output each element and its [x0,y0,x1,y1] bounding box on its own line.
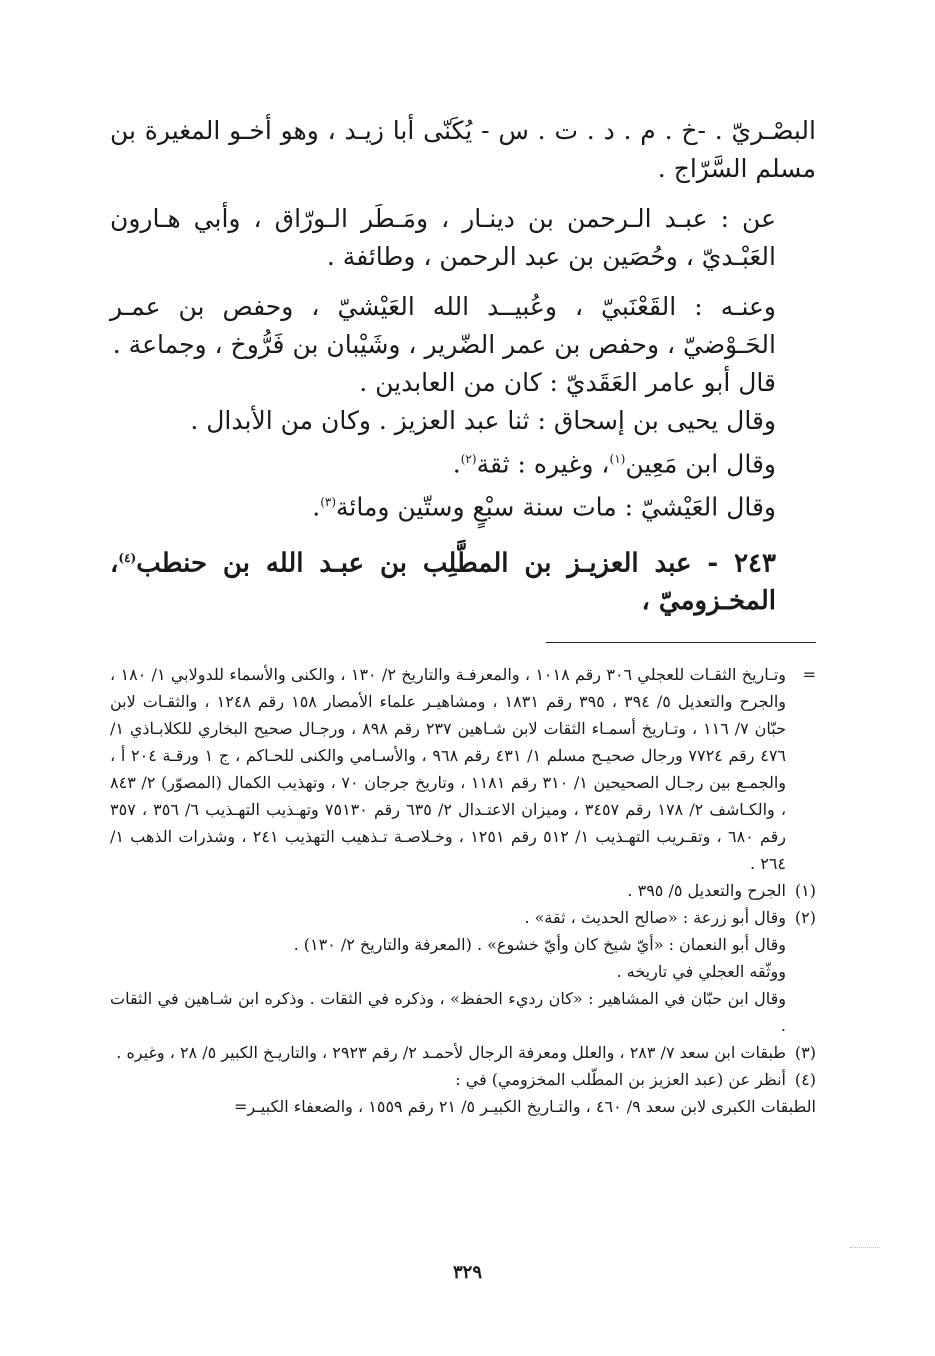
footnote-text: وقال أبو زرعة : «صالح الحديث ، ثقة» . [524,908,786,928]
entry-heading-243: ٢٤٣ - عبد العزيـز بن المطَّلِب بن عبـد الله بن حنطب$^{(٤)}$، المخـزوميّ ، [110,548,776,617]
footnote-number: (٤) [794,1070,816,1090]
footnotes [110,661,816,1120]
footnote-2 [110,904,816,931]
footnote-2-line-1: وقال أبو النعمان : «أيّ شيخ كان وأيّ خشوع» . (المعرفة والتاريخ ٢/ ١٣٠) . [293,935,786,955]
page-body [110,112,816,1120]
footnote-text: الجرح والتعديل ٥/ ٣٩٥ . [627,881,786,901]
footnote-continuation-text: وتـاريخ الثقـات للعجلي ٣٠٦ رقم ١٠١٨ ، والمعرفـة والتاريخ ٢/ ١٣٠ ، والكنى والأسماء للدولابي ١/ ١٨٠ ، والجرح والتعديل ٥/ ٣٩٤ ، ٣٩٥ رقم ١٨٣١ ، ومشاهيـر علماء الأمصار ١٥٨ رقم ١٢٤٨ ، والثقـات لابن حبّان ٧/ ١١٦ ، وتـاريخ أسمـاء الثقات لابن شـاهين ٢٣٧ رقم ٨٩٨ ، ورجـال صحيح البخاري للكلابـاذي ١/ ٤٧٦ رقم ٧٧٢٤ ورجال صحيـح مسلم ١/ ٤٣١ رقم ٩٦٨ ، والأسـامي والكنى للحـاكم ، ج ١ ورقـة ٢٠٤ أ ، والجمـع بين رجـال الصحيحين ١/ ٣١٠ رقم ١١٨١ ، وتاريخ جرجان ٧٠ ، وتهذيب الكمال (المصوّر) ٢/ ٨٤٣ ، والكـاشف ٢/ ١٧٨ رقم ٣٤٥٧ ، وميزان الاعتـدال ٢/ ٦٣٥ رقم ٧٥١٣٠ وتهـذيب التهـذيب ٦/ ٣٥٦ ، ٣٥٧ رقم ٦٨٠ ، وتقـريب التهـذيب ١/ ٥١٢ رقم ١٢٥١ ، وخـلاصـة تـذهيب التهذيب ٢٤١ ، وشذرات الذهب ١/ ٢٦٤ . [110,665,787,874]
paragraph-narrated-from: عن : عبـد الـرحمن بن دينـار ، ومَـطَر الـورّاق ، وأبي هـارون العَبْـديّ ، وحُصَين بن عبد الرحمن ، وطائفة . [110,204,776,271]
quote-al-ayshi: وقال العَيْشيّ : مات سنة سبْعٍ وستّين ومائة$^{(٣)}$. [312,492,776,522]
continuation-mark: = [802,665,816,685]
footnote-3 [110,1039,816,1066]
quote-abu-amir: قال أبو عامر العَقَديّ : كان من العابدين . [359,368,776,397]
footnote-continuation [110,661,816,877]
footnote-number: (٣) [794,1043,816,1063]
footnote-ref-1: (١) [609,452,626,466]
footnote-number: (١) [794,881,816,901]
footnote-ref-2: (٢) [460,452,477,466]
quote-ibn-main: وقال ابن مَعِين$^{(١)}$، وغيره : ثقة$^{(٢)}$. [452,449,776,479]
footnote-ref-4: (٤) [118,550,137,565]
footnote-ref-3: (٣) [320,495,337,510]
footnote-1 [110,877,816,904]
main-text [110,112,816,620]
footnote-divider [546,642,816,643]
page-number: ٣٢٩ [452,1262,482,1283]
paragraph-narrated-by: وعنـه : القَعْنَبيّ ، وعُبيــد الله العَيْشيّ ، وحفص بن عمـر الحَـوْضيّ ، وحفص بن عمر الضّرير ، وشَيْبان بن فَرُّوخ ، وجماعة . [110,292,776,359]
footnote-4-line-1: الطبقات الكبرى لابن سعد ٩/ ٤٦٠ ، والتـاريخ الكبيـر ٥/ ٢١ رقم ١٥٥٩ ، والضعفاء الكبيـر= [233,1097,816,1117]
footnote-number: (٢) [794,908,816,928]
paragraph-intro: البصْـريّ . -خ . م . د . ت . س - يُكَنّى أبا زيـد ، وهو أخـو المغيرة بن مسلم السَّرّاج . [110,116,816,183]
footnote-2-line-3: وقال ابن حبّان في المشاهير : «كان رديء الحفظ» ، وذكره في الثقات . وذكره ابن شـاهين في الثقات . [110,989,786,1036]
quote-yahya: وقال يحيى بن إسحاق : ثنا عبد العزيز . وكان من الأبدال . [190,406,776,435]
scan-mark [850,1247,880,1249]
footnote-text: أنظر عن (عبد العزيز بن المطّلب المخزومي) في : [455,1070,786,1090]
footnote-4 [110,1066,816,1093]
footnote-text: طبقات ابن سعد ٧/ ٢٨٣ ، والعلل ومعرفة الرجال لأحمـد ٢/ رقم ٢٩٢٣ ، والتاريـخ الكبير ٥/ ٢٨ ، وغيره . [116,1043,786,1063]
footnote-2-line-2: ووثّقه العجلي في تاريخه . [616,962,786,982]
